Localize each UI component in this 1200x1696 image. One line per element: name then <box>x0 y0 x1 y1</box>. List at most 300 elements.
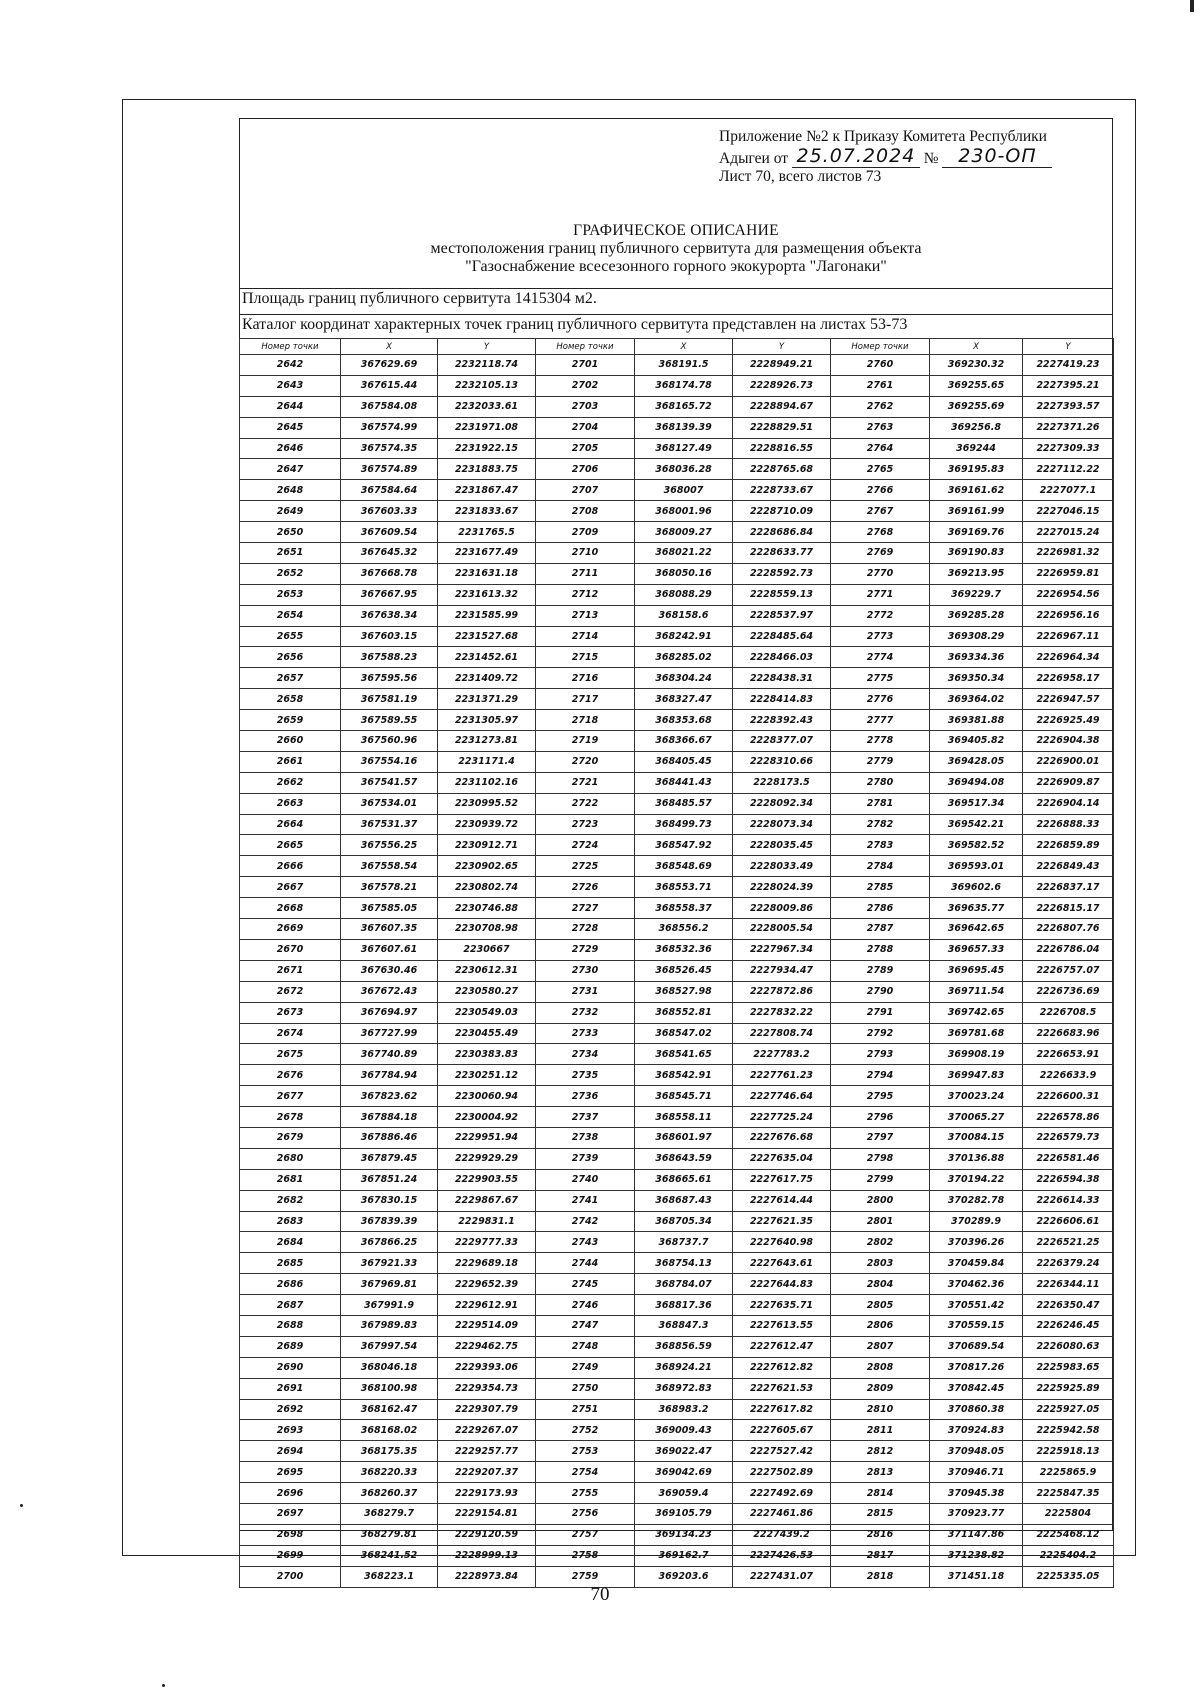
table-cell: 2226807.76 <box>1023 919 1114 940</box>
table-cell: 2227605.67 <box>733 1420 831 1441</box>
table-cell: 2658 <box>240 689 341 710</box>
approval-number-handwritten: 230-ОП <box>958 144 1037 167</box>
approval-date-prefix: Адыгеи от <box>719 149 789 167</box>
table-cell: 2227617.82 <box>733 1399 831 1420</box>
table-cell: 2228926.73 <box>733 375 831 396</box>
table-cell: 2729 <box>536 939 635 960</box>
table-cell: 369781.68 <box>930 1023 1023 1044</box>
table-cell: 2644 <box>240 396 341 417</box>
table-cell: 2651 <box>240 543 341 564</box>
table-cell: 368532.36 <box>635 939 733 960</box>
table-row <box>240 751 1114 772</box>
table-cell: 2751 <box>536 1399 635 1420</box>
table-cell: 2716 <box>536 668 635 689</box>
table-cell: 2650 <box>240 522 341 543</box>
table-cell: 2227371.26 <box>1023 417 1114 438</box>
table-cell: 2226578.86 <box>1023 1107 1114 1128</box>
table-cell: 368100.98 <box>341 1378 438 1399</box>
table-cell: 368705.34 <box>635 1211 733 1232</box>
table-cell: 367556.25 <box>341 835 438 856</box>
table-cell: 2723 <box>536 814 635 835</box>
table-cell: 2225918.13 <box>1023 1441 1114 1462</box>
table-cell: 2231409.72 <box>438 668 536 689</box>
table-cell: 2732 <box>536 1002 635 1023</box>
header-cell: X <box>341 339 438 355</box>
table-cell: 367531.37 <box>341 814 438 835</box>
table-cell: 2228949.21 <box>733 355 831 376</box>
table-cell: 2231585.99 <box>438 605 536 626</box>
table-cell: 368558.11 <box>635 1107 733 1128</box>
table-cell: 2755 <box>536 1483 635 1504</box>
table-cell: 2226246.45 <box>1023 1315 1114 1336</box>
table-cell: 2770 <box>831 563 930 584</box>
table-cell: 369602.6 <box>930 877 1023 898</box>
table-cell: 369244 <box>930 438 1023 459</box>
table-cell: 2225983.65 <box>1023 1357 1114 1378</box>
table-row <box>240 1211 1114 1232</box>
table-cell: 2227614.44 <box>733 1190 831 1211</box>
table-cell: 2226736.69 <box>1023 981 1114 1002</box>
header-cell: Номер точки <box>831 339 930 355</box>
table-cell: 2228485.64 <box>733 626 831 647</box>
table-cell: 367578.21 <box>341 877 438 898</box>
table-row <box>240 1399 1114 1420</box>
header-cell: Y <box>438 339 536 355</box>
table-cell: 368220.33 <box>341 1462 438 1483</box>
table-cell: 2787 <box>831 919 930 940</box>
table-cell: 2802 <box>831 1232 930 1253</box>
table-cell: 2227426.53 <box>733 1545 831 1566</box>
table-cell: 2702 <box>536 375 635 396</box>
table-cell: 2714 <box>536 626 635 647</box>
table-cell: 367638.34 <box>341 605 438 626</box>
table-cell: 2228033.49 <box>733 856 831 877</box>
table-cell: 2226859.89 <box>1023 835 1114 856</box>
table-cell: 2646 <box>240 438 341 459</box>
table-cell: 368304.24 <box>635 668 733 689</box>
table-cell: 368327.47 <box>635 689 733 710</box>
table-header-row <box>240 339 1114 355</box>
table-cell: 368545.71 <box>635 1086 733 1107</box>
table-row <box>240 396 1114 417</box>
table-cell: 2743 <box>536 1232 635 1253</box>
table-row <box>240 1169 1114 1190</box>
table-cell: 2707 <box>536 480 635 501</box>
table-cell: 367672.43 <box>341 981 438 1002</box>
table-cell: 370282.78 <box>930 1190 1023 1211</box>
table-cell: 2227395.21 <box>1023 375 1114 396</box>
table-cell: 2742 <box>536 1211 635 1232</box>
table-cell: 2231305.97 <box>438 710 536 731</box>
table-cell: 2226904.38 <box>1023 731 1114 752</box>
table-cell: 369947.83 <box>930 1065 1023 1086</box>
table-cell: 367574.99 <box>341 417 438 438</box>
table-row <box>240 1274 1114 1295</box>
table-cell: 370289.9 <box>930 1211 1023 1232</box>
table-cell: 2800 <box>831 1190 930 1211</box>
table-row <box>240 1065 1114 1086</box>
table-row <box>240 522 1114 543</box>
table-cell: 369642.65 <box>930 919 1023 940</box>
table-cell: 2228592.73 <box>733 563 831 584</box>
table-row <box>240 1232 1114 1253</box>
table-cell: 2757 <box>536 1524 635 1545</box>
table-cell: 367727.99 <box>341 1023 438 1044</box>
table-cell: 2749 <box>536 1357 635 1378</box>
table-cell: 2704 <box>536 417 635 438</box>
table-row <box>240 355 1114 376</box>
table-cell: 369195.83 <box>930 459 1023 480</box>
table-body <box>240 355 1114 1588</box>
table-cell: 2225925.89 <box>1023 1378 1114 1399</box>
table-cell: 2660 <box>240 731 341 752</box>
table-cell: 368542.91 <box>635 1065 733 1086</box>
table-cell: 2229777.33 <box>438 1232 536 1253</box>
table-cell: 2228092.34 <box>733 793 831 814</box>
table-cell: 2752 <box>536 1420 635 1441</box>
table-cell: 369042.69 <box>635 1462 733 1483</box>
table-cell: 2776 <box>831 689 930 710</box>
table-cell: 369908.19 <box>930 1044 1023 1065</box>
table-row <box>240 1483 1114 1504</box>
table-cell: 2763 <box>831 417 930 438</box>
table-cell: 2227046.15 <box>1023 501 1114 522</box>
table-cell: 2228559.13 <box>733 584 831 605</box>
approval-date-handwritten: 25.07.2024 <box>796 144 916 167</box>
table-cell: 369134.23 <box>635 1524 733 1545</box>
header-cell: X <box>930 339 1023 355</box>
table-cell: 367969.81 <box>341 1274 438 1295</box>
table-cell: 2734 <box>536 1044 635 1065</box>
table-cell: 2801 <box>831 1211 930 1232</box>
table-row <box>240 1357 1114 1378</box>
table-cell: 367997.54 <box>341 1336 438 1357</box>
table-cell: 2225335.05 <box>1023 1566 1114 1587</box>
table-cell: 2226925.49 <box>1023 710 1114 731</box>
table-row <box>240 898 1114 919</box>
table-cell: 367584.08 <box>341 396 438 417</box>
table-row <box>240 1148 1114 1169</box>
table-row <box>240 480 1114 501</box>
table-cell: 369285.28 <box>930 605 1023 626</box>
table-cell: 2226900.01 <box>1023 751 1114 772</box>
table-cell: 2226633.9 <box>1023 1065 1114 1086</box>
table-cell: 368541.65 <box>635 1044 733 1065</box>
table-cell: 2715 <box>536 647 635 668</box>
table-cell: 2231883.75 <box>438 459 536 480</box>
table-cell: 2227934.47 <box>733 960 831 981</box>
table-cell: 2230746.88 <box>438 898 536 919</box>
table-row <box>240 1044 1114 1065</box>
table-row <box>240 1545 1114 1566</box>
table-cell: 370945.38 <box>930 1483 1023 1504</box>
table-cell: 2699 <box>240 1545 341 1566</box>
table-cell: 2225927.05 <box>1023 1399 1114 1420</box>
table-cell: 2227492.69 <box>733 1483 831 1504</box>
table-cell: 2711 <box>536 563 635 584</box>
table-row <box>240 501 1114 522</box>
table-cell: 367585.05 <box>341 898 438 919</box>
table-cell: 2664 <box>240 814 341 835</box>
table-cell: 2229514.09 <box>438 1315 536 1336</box>
table-cell: 2226614.33 <box>1023 1190 1114 1211</box>
table-cell: 2232118.74 <box>438 355 536 376</box>
table-cell: 2231971.08 <box>438 417 536 438</box>
table-cell: 367534.01 <box>341 793 438 814</box>
table-cell: 2228999.13 <box>438 1545 536 1566</box>
table-cell: 2229120.59 <box>438 1524 536 1545</box>
table-cell: 369350.34 <box>930 668 1023 689</box>
table-cell: 370396.26 <box>930 1232 1023 1253</box>
table-cell: 367558.54 <box>341 856 438 877</box>
table-cell: 2791 <box>831 1002 930 1023</box>
table-cell: 367830.15 <box>341 1190 438 1211</box>
table-cell: 2760 <box>831 355 930 376</box>
table-cell: 367784.94 <box>341 1065 438 1086</box>
table-cell: 2647 <box>240 459 341 480</box>
table-cell: 368548.69 <box>635 856 733 877</box>
table-row <box>240 981 1114 1002</box>
table-cell: 368687.43 <box>635 1190 733 1211</box>
table-row <box>240 647 1114 668</box>
table-cell: 2227746.64 <box>733 1086 831 1107</box>
table-row <box>240 543 1114 564</box>
table-cell: 368168.02 <box>341 1420 438 1441</box>
table-cell: 2229307.79 <box>438 1399 536 1420</box>
table-cell: 369162.7 <box>635 1545 733 1566</box>
table-cell: 2792 <box>831 1023 930 1044</box>
table-row <box>240 1023 1114 1044</box>
table-cell: 2227761.23 <box>733 1065 831 1086</box>
table-cell: 2227439.2 <box>733 1524 831 1545</box>
table-cell: 369308.29 <box>930 626 1023 647</box>
table-cell: 2228733.67 <box>733 480 831 501</box>
table-row <box>240 856 1114 877</box>
table-cell: 370689.54 <box>930 1336 1023 1357</box>
table-cell: 2642 <box>240 355 341 376</box>
table-cell: 2654 <box>240 605 341 626</box>
table-cell: 368552.81 <box>635 1002 733 1023</box>
document-subtitle-1: местоположения границ публичного сервитута для размещения объекта <box>430 240 922 257</box>
table-cell: 2679 <box>240 1127 341 1148</box>
table-cell: 368001.96 <box>635 501 733 522</box>
table-cell: 2232033.61 <box>438 396 536 417</box>
table-row <box>240 710 1114 731</box>
table-cell: 2226909.87 <box>1023 772 1114 793</box>
table-cell: 2231867.47 <box>438 480 536 501</box>
table-row <box>240 668 1114 689</box>
table-cell: 369229.7 <box>930 584 1023 605</box>
document-title: ГРАФИЧЕСКОЕ ОПИСАНИЕ <box>573 222 779 239</box>
table-cell: 2692 <box>240 1399 341 1420</box>
table-cell: 367851.24 <box>341 1169 438 1190</box>
table-cell: 368558.37 <box>635 898 733 919</box>
table-cell: 2228829.51 <box>733 417 831 438</box>
table-cell: 2227967.34 <box>733 939 831 960</box>
table-cell: 370136.88 <box>930 1148 1023 1169</box>
page-number: 70 <box>590 1584 610 1605</box>
table-cell: 367884.18 <box>341 1107 438 1128</box>
approval-line-2 <box>719 144 1109 169</box>
table-cell: 2229951.94 <box>438 1127 536 1148</box>
table-cell: 2693 <box>240 1420 341 1441</box>
table-cell: 2788 <box>831 939 930 960</box>
table-row <box>240 584 1114 605</box>
table-cell: 369009.43 <box>635 1420 733 1441</box>
table-cell: 2656 <box>240 647 341 668</box>
table-cell: 2730 <box>536 960 635 981</box>
table-cell: 2771 <box>831 584 930 605</box>
table-cell: 368241.52 <box>341 1545 438 1566</box>
table-cell: 371451.18 <box>930 1566 1023 1587</box>
table-cell: 2230802.74 <box>438 877 536 898</box>
sheet-info: Лист 70, всего листов 73 <box>719 168 882 185</box>
table-cell: 2672 <box>240 981 341 1002</box>
table-cell: 369494.08 <box>930 772 1023 793</box>
table-cell: 369517.34 <box>930 793 1023 814</box>
table-cell: 368088.29 <box>635 584 733 605</box>
table-cell: 367740.89 <box>341 1044 438 1065</box>
table-cell: 2713 <box>536 605 635 626</box>
table-cell: 2228765.68 <box>733 459 831 480</box>
table-cell: 369364.02 <box>930 689 1023 710</box>
table-cell: 2227635.71 <box>733 1295 831 1316</box>
table-cell: 370923.77 <box>930 1503 1023 1524</box>
table-cell: 2777 <box>831 710 930 731</box>
table-cell: 369256.8 <box>930 417 1023 438</box>
table-cell: 367607.35 <box>341 919 438 940</box>
table-cell: 369711.54 <box>930 981 1023 1002</box>
table-cell: 2227431.07 <box>733 1566 831 1587</box>
table-cell: 2228894.67 <box>733 396 831 417</box>
table-cell: 2659 <box>240 710 341 731</box>
table-cell: 370946.71 <box>930 1462 1023 1483</box>
table-cell: 371147.86 <box>930 1524 1023 1545</box>
table-cell: 2767 <box>831 501 930 522</box>
table-cell: 2676 <box>240 1065 341 1086</box>
table-cell: 368046.18 <box>341 1357 438 1378</box>
table-row <box>240 1503 1114 1524</box>
table-cell: 2228633.77 <box>733 543 831 564</box>
table-cell: 368007 <box>635 480 733 501</box>
table-cell: 2228537.97 <box>733 605 831 626</box>
table-cell: 2719 <box>536 731 635 752</box>
table-cell: 368527.98 <box>635 981 733 1002</box>
table-cell: 2230549.03 <box>438 1002 536 1023</box>
table-cell: 2230667 <box>438 939 536 960</box>
table-cell: 2230939.72 <box>438 814 536 835</box>
table-cell: 2229207.37 <box>438 1462 536 1483</box>
table-cell: 2228438.31 <box>733 668 831 689</box>
table-cell: 369203.6 <box>635 1566 733 1587</box>
table-cell: 368485.57 <box>635 793 733 814</box>
table-cell: 2228377.07 <box>733 731 831 752</box>
table-cell: 2810 <box>831 1399 930 1420</box>
table-cell: 2231171.4 <box>438 751 536 772</box>
table-cell: 2226904.14 <box>1023 793 1114 814</box>
table-cell: 369582.52 <box>930 835 1023 856</box>
table-cell: 2677 <box>240 1086 341 1107</box>
table-row <box>240 1566 1114 1587</box>
table-cell: 2807 <box>831 1336 930 1357</box>
table-cell: 368223.1 <box>341 1566 438 1587</box>
table-cell: 370194.22 <box>930 1169 1023 1190</box>
table-cell: 2670 <box>240 939 341 960</box>
table-row <box>240 1002 1114 1023</box>
table-cell: 2667 <box>240 877 341 898</box>
table-cell: 2675 <box>240 1044 341 1065</box>
table-cell: 2657 <box>240 668 341 689</box>
header-cell: Номер точки <box>536 339 635 355</box>
table-cell: 369059.4 <box>635 1483 733 1504</box>
table-cell: 2785 <box>831 877 930 898</box>
table-cell: 2722 <box>536 793 635 814</box>
table-cell: 2812 <box>831 1441 930 1462</box>
table-cell: 2808 <box>831 1357 930 1378</box>
table-cell: 368817.36 <box>635 1295 733 1316</box>
table-cell: 2228414.83 <box>733 689 831 710</box>
table-cell: 2783 <box>831 835 930 856</box>
table-cell: 2727 <box>536 898 635 919</box>
table-cell: 2226967.11 <box>1023 626 1114 647</box>
table-cell: 2228310.66 <box>733 751 831 772</box>
table-cell: 2226947.57 <box>1023 689 1114 710</box>
table-cell: 2227725.24 <box>733 1107 831 1128</box>
table-cell: 370559.15 <box>930 1315 1023 1336</box>
table-cell: 2782 <box>831 814 930 835</box>
table-cell: 370065.27 <box>930 1107 1023 1128</box>
table-cell: 2762 <box>831 396 930 417</box>
table-cell: 2816 <box>831 1524 930 1545</box>
table-cell: 2761 <box>831 375 930 396</box>
table-cell: 368021.22 <box>635 543 733 564</box>
table-cell: 2759 <box>536 1566 635 1587</box>
table-row <box>240 1107 1114 1128</box>
table-cell: 367603.15 <box>341 626 438 647</box>
table-cell: 2230060.94 <box>438 1086 536 1107</box>
table-row <box>240 1315 1114 1336</box>
header-cell: Y <box>733 339 831 355</box>
table-cell: 2226579.73 <box>1023 1127 1114 1148</box>
table-cell: 2666 <box>240 856 341 877</box>
table-cell: 2228035.45 <box>733 835 831 856</box>
table-cell: 2228073.34 <box>733 814 831 835</box>
table-cell: 368847.3 <box>635 1315 733 1336</box>
table-row <box>240 919 1114 940</box>
table-cell: 2701 <box>536 355 635 376</box>
table-cell: 369161.99 <box>930 501 1023 522</box>
table-cell: 2756 <box>536 1503 635 1524</box>
table-cell: 369230.32 <box>930 355 1023 376</box>
table-cell: 2228024.39 <box>733 877 831 898</box>
table-row <box>240 1295 1114 1316</box>
table-cell: 2705 <box>536 438 635 459</box>
table-cell: 2227612.82 <box>733 1357 831 1378</box>
table-cell: 2799 <box>831 1169 930 1190</box>
approval-number-label: № <box>923 149 939 167</box>
table-cell: 369334.36 <box>930 647 1023 668</box>
table-cell: 2230995.52 <box>438 793 536 814</box>
table-cell: 2712 <box>536 584 635 605</box>
table-cell: 2226080.63 <box>1023 1336 1114 1357</box>
table-cell: 368526.45 <box>635 960 733 981</box>
table-cell: 2227617.75 <box>733 1169 831 1190</box>
table-cell: 2230383.83 <box>438 1044 536 1065</box>
table-cell: 2688 <box>240 1315 341 1336</box>
table-cell: 370842.45 <box>930 1378 1023 1399</box>
table-cell: 2725 <box>536 856 635 877</box>
table-cell: 367668.78 <box>341 563 438 584</box>
